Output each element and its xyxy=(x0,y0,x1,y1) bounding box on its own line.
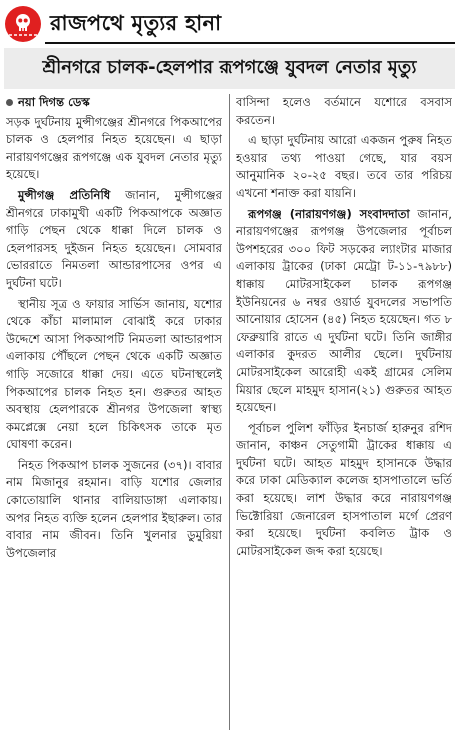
left-column xyxy=(6,94,222,732)
victims-paragraph: নিহত পিকআপ চালক সুজনের (৩৭)। বাবার নাম মিজানুর রহমান। বাড়ি যশোর জেলার কোতোয়ালি থানার বালিয়াডাঙ্গা এলাকায়। অপর নিহত ব্যক্তি হলেন হেলপার ইছারুল। তার বাবার নাম জীবন। তিনি খুলনার ডুমুরিয়া উপজেলার xyxy=(6,457,222,560)
correspondent-label: মুন্সীগঞ্জ প্রতিনিধি xyxy=(18,187,111,202)
column-divider xyxy=(229,94,230,730)
headline: শ্রীনগরে চালক-হেলপার রূপগঞ্জে যুবদল নেতার মৃত্যু xyxy=(4,48,455,89)
paragraph-text: জানান, মুন্সীগঞ্জের শ্রীনগরে ঢাকামুখী একটি পিকআপকে অজ্ঞাত গাড়ি পেছন থেকে ধাক্কা দিলে চালক ও হেলপারসহ দুইজন নিহত হয়েছেন। সোমবার ভোররাতে নিমতলা আন্ডারপাসের ওপর এ দুর্ঘটনা ঘটে। xyxy=(6,187,222,290)
byline-text: নয়া দিগন্ত ডেস্ক xyxy=(18,95,90,109)
munshiganj-report-paragraph xyxy=(6,187,222,293)
section-title: রাজপথে মৃত্যুর হানা xyxy=(50,10,222,35)
paragraph-text: জানান, নারায়ণগঞ্জের রূপগঞ্জ উপজেলার পূর্বাচল উপশহরের ৩০০ ফিট সড়কের ল্যাংটার মাজার এলাকায় ট্রাকের (ঢাকা মেট্রো ট-১১-৭৯৮৮) ধাক্কায় মোটরসাইকেল চালক রূপগঞ্জ ইউনিয়নের ৬ নম্বর ওয়ার্ড যুবদলের সভাপতি আনোয়ার হোসেন (৪৫) নিহত হয়েছেন। গত ৮ ফেব্রুয়ারি রাতে এ দুর্ঘটনা ঘটে। তিনি জাঙ্গীর এলাকার কুদরত আলীর ছেলে। দুর্ঘটনায় মোটরসাইকেল আরোহী একই গ্রামের সেলিম মিয়ার ছেলে মাহমুদ হাসান(২১) গুরুতর আহত হয়েছেন। xyxy=(236,206,452,415)
header-divider xyxy=(45,42,455,44)
accident-detail-paragraph: স্থানীয় সূত্র ও ফায়ার সার্ভিস জানায়, যশোর থেকে কাঁচা মালামাল বোঝাই করে ঢাকার উদ্দেশে আসা পিকআপটি নিমতলা আন্ডারপাস এলাকায় পৌঁছলে পেছন থেকে একটি অজ্ঞাত গাড়ি সজোরে ধাক্কা দেয়। এতে ঘটনাস্থলেই পিকআপের চালক নিহত হন। গুরুতর আহত অবস্থায় হেলপারকে শ্রীনগর উপজেলা স্বাস্থ্য কমপ্লেক্সে নেয়া হলে চিকিৎসক তাকে মৃত ঘোষণা করেন। xyxy=(6,296,222,452)
section-header xyxy=(4,4,456,44)
rupganj-report-paragraph xyxy=(236,206,452,417)
right-column xyxy=(236,94,452,732)
police-statement-paragraph: পূর্বাচল পুলিশ ফাঁড়ির ইনচার্জ হারুনুর রশিদ জানান, কাঞ্চন সেতুগামী ট্রাকের ধাক্কায় এ দুর্ঘটনা ঘটে। আহত মাহমুদ হাসানকে উদ্ধার করে ঢাকা মেডিক্যাল কলেজ হাসপাতালে ভর্তি করা হয়েছে। লাশ উদ্ধার করে নারায়ণগঞ্জ ভিক্টোরিয়া জেনারেল হাসপাতাল মর্গে প্রেরণ করা হয়েছে। দুর্ঘটনা কবলিত ট্রাক ও মোটরসাইকেল জব্দ করা হয়েছে। xyxy=(236,420,452,558)
continuation-paragraph: বাসিন্দা হলেও বর্তমানে যশোরে বসবাস করতেন। xyxy=(236,95,452,127)
unidentified-victim-paragraph: এ ছাড়া দুর্ঘটনায় আরো একজন পুরুষ নিহত হওয়ার তথ্য পাওয়া গেছে, যার বয়স আনুমানিক ২০-২৫ বছর। তবে তার পরিচয় এখনো শনাক্ত করা যায়নি। xyxy=(236,133,452,200)
byline xyxy=(6,94,222,112)
correspondent-label: রূপগঞ্জ (নারায়ণগঞ্জ) সংবাদদাতা xyxy=(248,206,410,221)
red-skull-road-icon xyxy=(4,5,42,43)
bullet-icon xyxy=(6,99,13,106)
intro-paragraph: সড়ক দুর্ঘটনায় মুন্সীগঞ্জের শ্রীনগরে পিকআপের চালক ও হেলপার নিহত হয়েছেন। এ ছাড়া নারায়ণগঞ্জের রূপগঞ্জে এক যুবদল নেতার মৃত্যু হয়েছে। xyxy=(6,114,222,182)
